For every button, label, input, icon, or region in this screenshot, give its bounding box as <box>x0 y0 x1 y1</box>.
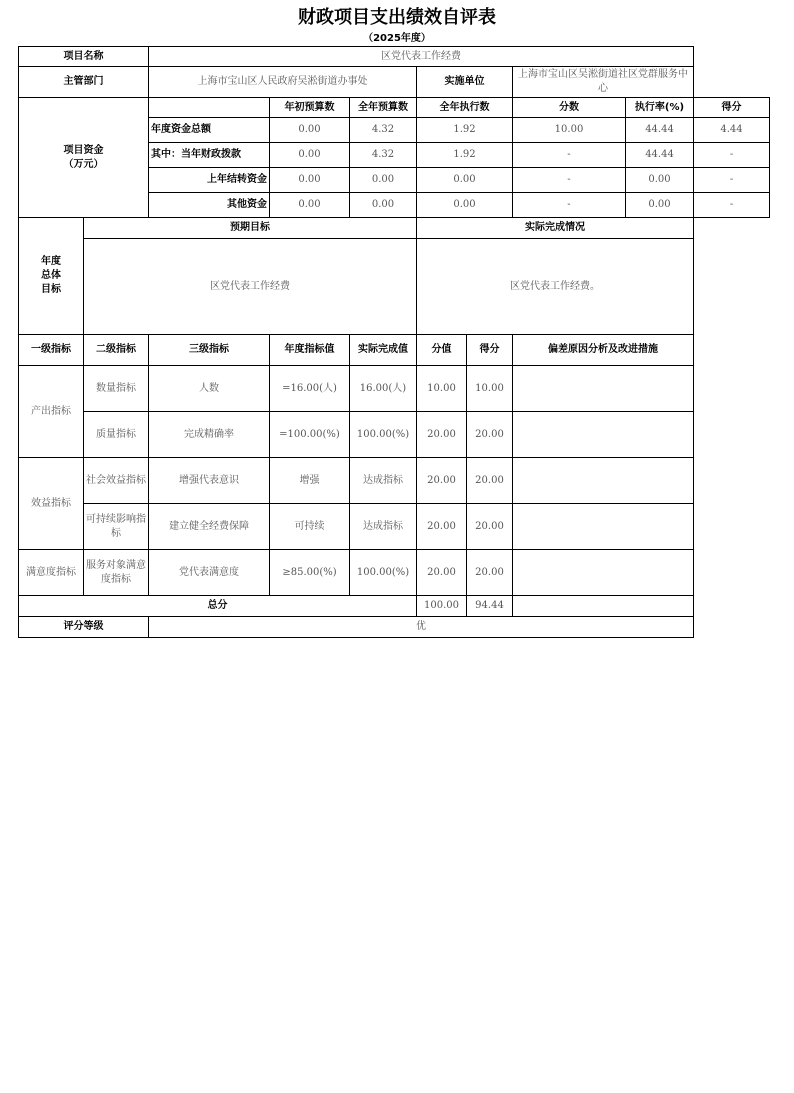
level3-cell: 建立健全经费保障 <box>149 504 270 550</box>
indicator-row <box>19 458 770 504</box>
score-cell: 20.00 <box>467 550 513 596</box>
note-cell <box>513 366 694 412</box>
funds-row-label: 其他资金 <box>149 193 270 218</box>
total-weight: 100.00 <box>417 596 467 617</box>
funds-cell: 44.44 <box>626 118 694 143</box>
expected-goal-header: 预期目标 <box>84 218 417 239</box>
level2-cell: 质量指标 <box>84 412 149 458</box>
funds-cell: 0.00 <box>270 168 350 193</box>
grade-label: 评分等级 <box>19 617 149 638</box>
funds-cell: 4.44 <box>694 118 770 143</box>
actual-completion-header: 实际完成情况 <box>417 218 694 239</box>
funds-cell: 10.00 <box>513 118 626 143</box>
funds-cell: 0.00 <box>626 168 694 193</box>
level1-cell: 产出指标 <box>19 366 84 458</box>
target-cell: =16.00(人) <box>270 366 350 412</box>
funds-cell: - <box>694 193 770 218</box>
score-cell: 20.00 <box>467 412 513 458</box>
actual-cell: 达成指标 <box>350 458 417 504</box>
funds-cell: - <box>513 193 626 218</box>
target-cell: ≥85.00(%) <box>270 550 350 596</box>
actual-completion-value: 区党代表工作经费。 <box>417 239 694 335</box>
level2-cell: 社会效益指标 <box>84 458 149 504</box>
target-cell: 增强 <box>270 458 350 504</box>
actual-cell: 达成指标 <box>350 504 417 550</box>
total-label: 总分 <box>19 596 417 617</box>
funds-label <box>19 98 149 218</box>
score-cell: 20.00 <box>467 458 513 504</box>
funds-cell: 0.00 <box>626 193 694 218</box>
project-name-value: 区党代表工作经费 <box>149 47 694 67</box>
level2-cell: 数量指标 <box>84 366 149 412</box>
funds-cell: 0.00 <box>350 193 417 218</box>
weight-cell: 20.00 <box>417 458 467 504</box>
funds-cell: - <box>513 143 626 168</box>
funds-cell: 1.92 <box>417 118 513 143</box>
funds-cell: 0.00 <box>270 193 350 218</box>
funds-header-blank <box>149 98 270 118</box>
level1-cell: 效益指标 <box>19 458 84 550</box>
annual-goal-label <box>19 218 84 335</box>
level3-cell: 增强代表意识 <box>149 458 270 504</box>
funds-header-score: 得分 <box>694 98 770 118</box>
ind-header-actual: 实际完成值 <box>350 335 417 366</box>
funds-header-rate: 执行率(%) <box>626 98 694 118</box>
funds-header-executed: 全年执行数 <box>417 98 513 118</box>
level3-cell: 人数 <box>149 366 270 412</box>
funds-cell: 4.32 <box>350 118 417 143</box>
funds-cell: 1.92 <box>417 143 513 168</box>
funds-cell: 0.00 <box>270 143 350 168</box>
total-score: 94.44 <box>467 596 513 617</box>
dept-value: 上海市宝山区人民政府吴淞街道办事处 <box>149 67 417 98</box>
funds-cell: 0.00 <box>350 168 417 193</box>
target-cell: =100.00(%) <box>270 412 350 458</box>
funds-cell: 0.00 <box>417 168 513 193</box>
ind-header-level1: 一级指标 <box>19 335 84 366</box>
funds-cell: 4.32 <box>350 143 417 168</box>
funds-row-label: 上年结转资金 <box>149 168 270 193</box>
ind-header-weight: 分值 <box>417 335 467 366</box>
funds-row-label: 其中：当年财政拨款 <box>149 143 270 168</box>
level2-cell: 可持续影响指标 <box>84 504 149 550</box>
weight-cell: 10.00 <box>417 366 467 412</box>
weight-cell: 20.00 <box>417 412 467 458</box>
ind-header-level2: 二级指标 <box>84 335 149 366</box>
expected-goal-value: 区党代表工作经费 <box>84 239 417 335</box>
note-cell <box>513 412 694 458</box>
funds-cell: - <box>513 168 626 193</box>
grade-value: 优 <box>149 617 694 638</box>
level2-cell: 服务对象满意度指标 <box>84 550 149 596</box>
annual-goal-label-text: 年度总体目标 <box>41 256 61 295</box>
actual-cell: 100.00(%) <box>350 550 417 596</box>
page-subtitle: （2025年度） <box>363 33 431 44</box>
score-cell: 10.00 <box>467 366 513 412</box>
ind-header-note: 偏差原因分析及改进措施 <box>513 335 694 366</box>
indicator-row <box>19 504 770 550</box>
funds-cell: - <box>694 143 770 168</box>
ind-header-score: 得分 <box>467 335 513 366</box>
project-name-label: 项目名称 <box>19 47 149 67</box>
funds-cell: 44.44 <box>626 143 694 168</box>
total-note <box>513 596 694 617</box>
funds-label-text: 项目资金（万元） <box>63 144 104 170</box>
impl-unit-label: 实施单位 <box>417 67 513 98</box>
evaluation-table <box>18 46 770 638</box>
score-cell: 20.00 <box>467 504 513 550</box>
dept-label: 主管部门 <box>19 67 149 98</box>
ind-header-level3: 三级指标 <box>149 335 270 366</box>
note-cell <box>513 458 694 504</box>
funds-header-initial: 年初预算数 <box>270 98 350 118</box>
actual-cell: 16.00(人) <box>350 366 417 412</box>
indicator-row <box>19 412 770 458</box>
note-cell <box>513 504 694 550</box>
note-cell <box>513 550 694 596</box>
weight-cell: 20.00 <box>417 504 467 550</box>
funds-cell: 0.00 <box>417 193 513 218</box>
level3-cell: 党代表满意度 <box>149 550 270 596</box>
weight-cell: 20.00 <box>417 550 467 596</box>
target-cell: 可持续 <box>270 504 350 550</box>
funds-header-weight: 分数 <box>513 98 626 118</box>
impl-unit-value: 上海市宝山区吴淞街道社区党群服务中心 <box>513 67 694 98</box>
funds-header-annual: 全年预算数 <box>350 98 417 118</box>
indicator-row <box>19 550 770 596</box>
indicator-row <box>19 366 770 412</box>
page-title: 财政项目支出绩效自评表 <box>298 7 496 28</box>
level1-cell: 满意度指标 <box>19 550 84 596</box>
funds-row-label: 年度资金总额 <box>149 118 270 143</box>
ind-header-target: 年度指标值 <box>270 335 350 366</box>
actual-cell: 100.00(%) <box>350 412 417 458</box>
funds-cell: - <box>694 168 770 193</box>
funds-cell: 0.00 <box>270 118 350 143</box>
level3-cell: 完成精确率 <box>149 412 270 458</box>
